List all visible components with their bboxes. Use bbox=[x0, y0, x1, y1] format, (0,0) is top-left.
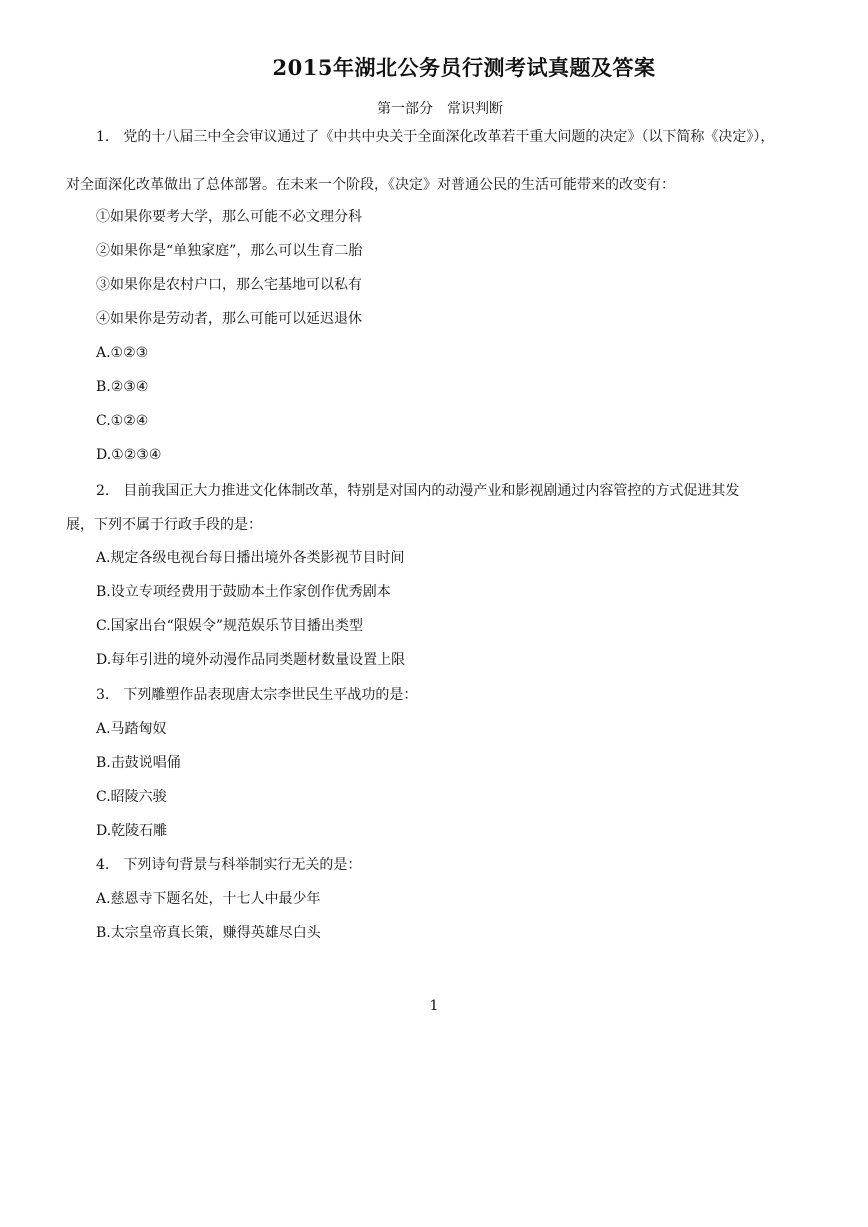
page-number: 1 bbox=[429, 998, 439, 1014]
q1-option-b: B.②③④ bbox=[96, 379, 149, 395]
q4-option-a: A.慈恩寺下题名处，十七人中最少年 bbox=[96, 891, 321, 907]
q2-option-d: D.每年引进的境外动漫作品同类题材数量设置上限 bbox=[96, 652, 406, 668]
q1-option-a: A.①②③ bbox=[96, 345, 149, 361]
q1-statement-4: ④如果你是劳动者，那么可能可以延迟退休 bbox=[96, 311, 362, 327]
q1-option-c: C.①②④ bbox=[96, 413, 149, 429]
q2-option-b: B.设立专项经费用于鼓励本土作家创作优秀剧本 bbox=[96, 584, 391, 600]
question-3-stem: 3. 下列雕塑作品表现唐太宗李世民生平战功的是： bbox=[96, 687, 418, 703]
q3-option-d: D.乾陵石雕 bbox=[96, 823, 168, 839]
q1-statement-2: ②如果你是“单独家庭”，那么可以生育二胎 bbox=[96, 243, 363, 259]
q1-statement-3: ③如果你是农村户口，那么宅基地可以私有 bbox=[96, 277, 362, 293]
document-title: 2015年湖北公务员行测考试真题及答案 bbox=[272, 55, 656, 80]
q1-statement-1: ①如果你要考大学，那么可能不必文理分科 bbox=[96, 209, 362, 225]
q2-option-a: A.规定各级电视台每日播出境外各类影视节目时间 bbox=[96, 550, 405, 566]
q2-option-c: C.国家出台“限娱令”规范娱乐节目播出类型 bbox=[96, 618, 363, 634]
q3-option-c: C.昭陵六骏 bbox=[96, 789, 167, 805]
q4-option-b: B.太宗皇帝真长策，赚得英雄尽白头 bbox=[96, 925, 321, 941]
q1-option-d: D.①②③④ bbox=[96, 447, 162, 463]
question-4-stem: 4. 下列诗句背景与科举制实行无关的是： bbox=[96, 857, 362, 873]
question-2-stem: 2. 目前我国正大力推进文化体制改革，特别是对国内的动漫产业和影视剧通过内容管控的方式促进其发 bbox=[96, 483, 740, 499]
q3-option-b: B.击鼓说唱俑 bbox=[96, 755, 181, 771]
question-2-stem-cont: 展，下列不属于行政手段的是： bbox=[66, 517, 262, 533]
question-1-stem-cont: 对全面深化改革做出了总体部署。在未来一个阶段，《决定》对普通公民的生活可能带来的改变有： bbox=[66, 177, 675, 193]
q3-option-a: A.马踏匈奴 bbox=[96, 721, 167, 737]
question-1-stem: 1. 党的十八届三中全会审议通过了《中共中央关于全面深化改革若干重大问题的决定》（以下简称《决定》）， bbox=[96, 129, 775, 145]
section-heading: 第一部分 常识判断 bbox=[377, 101, 503, 117]
